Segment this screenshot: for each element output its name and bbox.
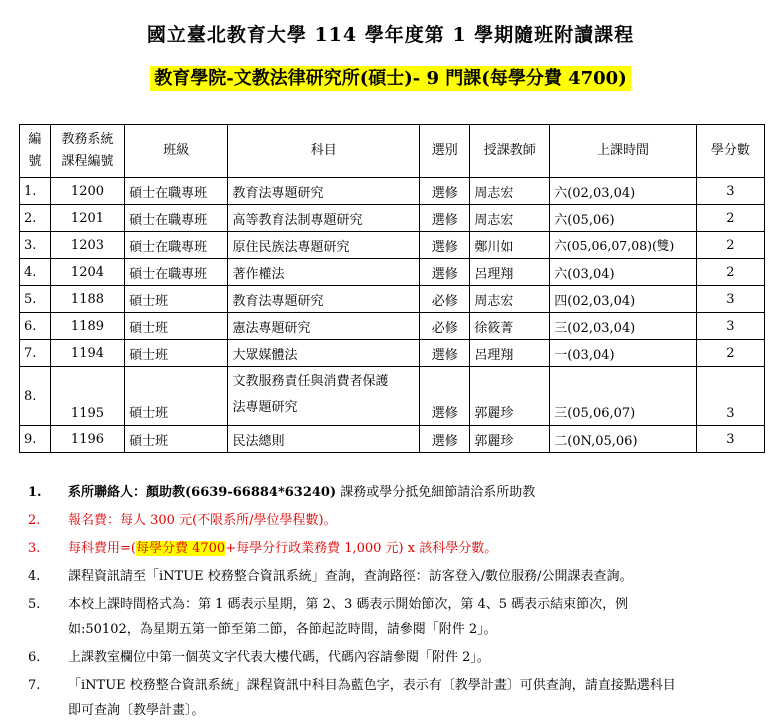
table-row <box>20 367 765 426</box>
cell-time: 一(03,04) <box>550 340 697 367</box>
note-number: 7. <box>28 678 41 693</box>
note-4 <box>28 564 768 589</box>
cell-time: 三(05,06,07) <box>550 367 697 426</box>
cell-time: 六(02,03,04) <box>550 178 697 205</box>
cell-time: 四(02,03,04) <box>550 286 697 313</box>
cell-no: 4. <box>20 259 51 286</box>
cell-subject-line1: 文教服務責任與消費者保護 <box>232 374 389 389</box>
header-teacher: 授課教師 <box>470 125 550 178</box>
cell-credits: 3 <box>696 313 764 340</box>
cell-teacher: 周志宏 <box>470 286 550 313</box>
cell-code: 1201 <box>50 205 124 232</box>
header-class: 班級 <box>125 125 228 178</box>
cell-subject: 原住民族法專題研究 <box>228 232 420 259</box>
header-credits: 學分數 <box>696 125 764 178</box>
table-row <box>20 340 765 367</box>
cell-no: 7. <box>20 340 51 367</box>
cell-code: 1195 <box>50 367 124 426</box>
table-row <box>20 205 765 232</box>
cell-class: 碩士班 <box>125 286 228 313</box>
cell-type: 選修 <box>420 178 470 205</box>
cell-teacher: 周志宏 <box>470 205 550 232</box>
note-number: 1. <box>28 485 42 500</box>
cell-subject: 著作權法 <box>228 259 420 286</box>
cell-teacher: 郭麗珍 <box>470 367 550 426</box>
page-title: 國立臺北教育大學 114 學年度第 1 學期隨班附讀課程 <box>146 24 635 46</box>
cell-subject: 大眾媒體法 <box>228 340 420 367</box>
cell-subject: 民法總則 <box>228 426 420 453</box>
note-number: 6. <box>28 650 41 665</box>
cell-no: 5. <box>20 286 51 313</box>
note-1 <box>28 480 768 505</box>
cell-time: 三(02,03,04) <box>550 313 697 340</box>
cell-class: 碩士班 <box>125 340 228 367</box>
header-code <box>50 125 124 178</box>
note-6 <box>28 645 768 670</box>
cell-credits: 2 <box>696 232 764 259</box>
cell-code: 1189 <box>50 313 124 340</box>
cell-no: 9. <box>20 426 51 453</box>
header-no-line1: 編 <box>28 132 42 147</box>
cell-type: 必修 <box>420 313 470 340</box>
subtitle-highlight: 教育學院-文教法律研究所(碩士)- 9 門課(每學分費 4700) <box>150 66 630 91</box>
cell-class: 碩士在職專班 <box>125 178 228 205</box>
note-number: 4. <box>28 569 41 584</box>
cell-class: 碩士在職專班 <box>125 232 228 259</box>
note-text: 上課教室欄位中第一個英文字代表大樓代碼，代碼內容請參閱「附件 2」。 <box>68 650 490 665</box>
cell-time: 二(0N,05,06) <box>550 426 697 453</box>
table-row <box>20 286 765 313</box>
cell-teacher: 徐筱菁 <box>470 313 550 340</box>
cell-code: 1204 <box>50 259 124 286</box>
course-table <box>19 124 765 453</box>
cell-code: 1196 <box>50 426 124 453</box>
cell-type: 必修 <box>420 286 470 313</box>
cell-subject: 教育法專題研究 <box>228 178 420 205</box>
cell-code: 1194 <box>50 340 124 367</box>
note-text: 課程資訊請至「iNTUE 校務整合資訊系統」查詢，查詢路徑：訪客登入/數位服務/公開課表查詢。 <box>68 569 633 584</box>
cell-teacher: 郭麗珍 <box>470 426 550 453</box>
cell-time: 六(03,04) <box>550 259 697 286</box>
cell-credits: 3 <box>696 286 764 313</box>
note-text-line1: 本校上課時間格式為：第 1 碼表示星期，第 2、3 碼表示開始節次，第 4、5 碼表示結束節次，例 <box>68 597 629 612</box>
cell-credits: 3 <box>696 367 764 426</box>
cell-code: 1203 <box>50 232 124 259</box>
cell-type: 選修 <box>420 232 470 259</box>
cell-no: 1. <box>20 178 51 205</box>
note-5 <box>28 592 768 642</box>
cell-time: 六(05,06,07,08)(雙) <box>550 232 697 259</box>
cell-class: 碩士班 <box>125 313 228 340</box>
table-row <box>20 232 765 259</box>
cell-time: 六(05,06) <box>550 205 697 232</box>
note-number: 3. <box>28 541 41 556</box>
note-text: 課務或學分抵免細節請洽系所助教 <box>336 485 536 500</box>
note-highlight: 每學分費 4700 <box>135 541 226 556</box>
header-no-line2: 號 <box>28 154 42 169</box>
cell-no: 3. <box>20 232 51 259</box>
cell-teacher: 呂理翔 <box>470 259 550 286</box>
note-2 <box>28 508 768 533</box>
header-no <box>20 125 51 178</box>
note-text-post: +每學分行政業務費 1,000 元) x 該科學分數。 <box>225 541 498 556</box>
cell-credits: 3 <box>696 426 764 453</box>
cell-subject: 高等教育法制專題研究 <box>228 205 420 232</box>
cell-class: 碩士在職專班 <box>125 205 228 232</box>
table-row <box>20 313 765 340</box>
cell-class: 碩士班 <box>125 426 228 453</box>
header-time: 上課時間 <box>550 125 697 178</box>
cell-type: 選修 <box>420 367 470 426</box>
cell-teacher: 鄭川如 <box>470 232 550 259</box>
cell-code: 1188 <box>50 286 124 313</box>
cell-class: 碩士在職專班 <box>125 259 228 286</box>
note-text-line1: 「iNTUE 校務整合資訊系統」課程資訊中科目為藍色字，表示有〔教學計畫〕可供查詢，請直接點選科目 <box>68 678 676 693</box>
cell-subject: 教育法專題研究 <box>228 286 420 313</box>
table-row <box>20 178 765 205</box>
contact-label: 系所聯絡人：顏助教(6639-66884*63240) <box>68 485 337 500</box>
cell-no: 8. <box>20 367 51 426</box>
note-number: 5. <box>28 597 41 612</box>
cell-teacher: 呂理翔 <box>470 340 550 367</box>
cell-type: 選修 <box>420 259 470 286</box>
cell-subject-line2: 法專題研究 <box>232 400 298 415</box>
note-7 <box>28 673 768 723</box>
cell-class: 碩士班 <box>125 367 228 426</box>
table-header-row <box>20 125 765 178</box>
cell-type: 選修 <box>420 340 470 367</box>
cell-code: 1200 <box>50 178 124 205</box>
note-number: 2. <box>28 513 41 528</box>
header-code-line1: 教務系統 <box>61 132 114 147</box>
page-subtitle <box>0 64 781 90</box>
cell-subject <box>228 367 420 426</box>
cell-subject: 憲法專題研究 <box>228 313 420 340</box>
cell-no: 6. <box>20 313 51 340</box>
note-text: 報名費：每人 300 元(不限系所/學位學程數)。 <box>68 513 337 528</box>
header-subject: 科目 <box>228 125 420 178</box>
cell-credits: 3 <box>696 178 764 205</box>
note-text-line2: 即可查詢〔教學計畫〕。 <box>68 703 205 718</box>
cell-type: 選修 <box>420 205 470 232</box>
note-text-pre: 每科費用=( <box>68 541 136 556</box>
note-text-line2: 如:50102，為星期五第一節至第二節，各節起訖時間，請參閱「附件 2」。 <box>68 622 497 637</box>
header-type: 選別 <box>420 125 470 178</box>
table-row <box>20 426 765 453</box>
cell-credits: 2 <box>696 205 764 232</box>
cell-teacher: 周志宏 <box>470 178 550 205</box>
note-3 <box>28 536 768 561</box>
cell-credits: 2 <box>696 259 764 286</box>
notes-list <box>28 480 768 726</box>
cell-type: 選修 <box>420 426 470 453</box>
header-code-line2: 課程編號 <box>61 154 114 169</box>
cell-credits: 2 <box>696 340 764 367</box>
table-row <box>20 259 765 286</box>
cell-no: 2. <box>20 205 51 232</box>
